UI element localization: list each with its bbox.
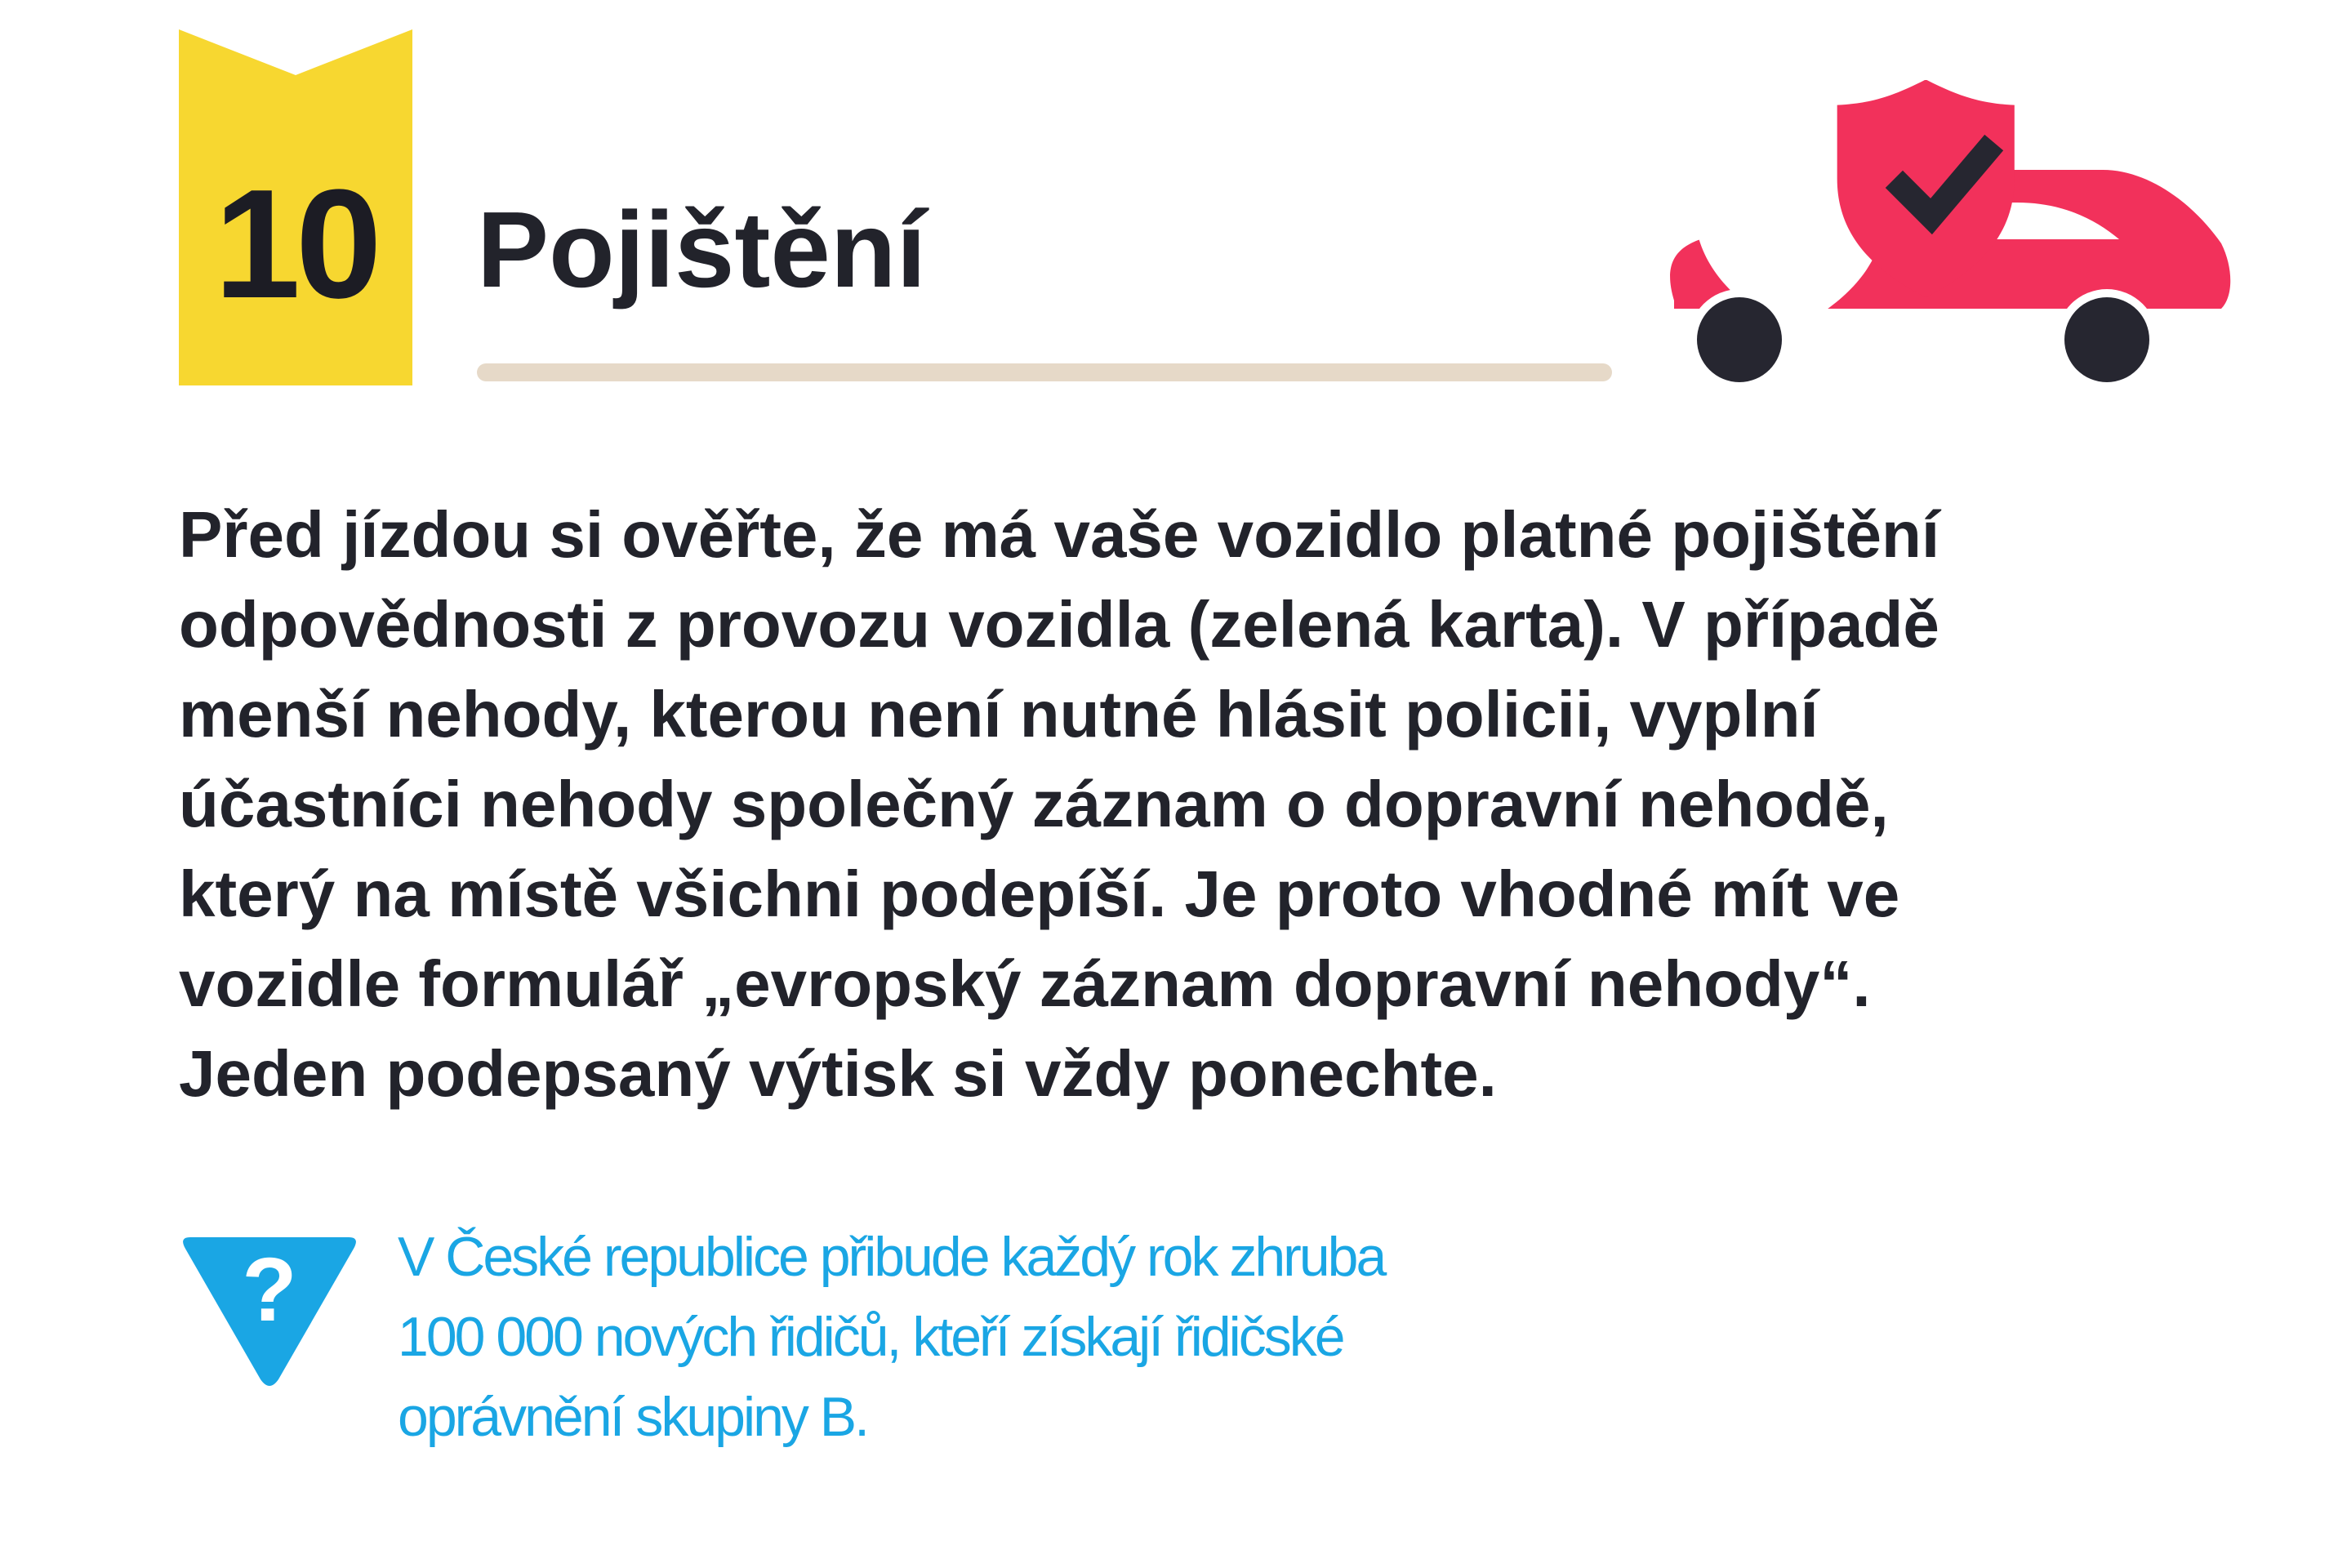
body-line: vozidle formulář „evropský záznam dopravní nehody“.: [179, 947, 1871, 1020]
body-line: účastníci nehody společný záznam o dopravní nehodě,: [179, 768, 1889, 840]
section-number: 10: [214, 158, 377, 331]
fact-line: oprávnění skupiny B.: [398, 1386, 868, 1448]
question-mark: ?: [242, 1240, 297, 1340]
question-triangle-icon: [179, 1229, 360, 1392]
fact-line: 100 000 nových řidičů, kteří získají řidičské: [398, 1306, 1343, 1368]
body-paragraph: [179, 490, 2269, 1119]
section-number-badge: [179, 29, 412, 385]
body-line: odpovědnosti z provozu vozidla (zelená karta). V případě: [179, 588, 1939, 661]
fact-line: V České republice přibude každý rok zhruba: [398, 1226, 1385, 1288]
car-insurance-shield-icon: [1650, 80, 2238, 390]
body-line: který na místě všichni podepíší. Je proto vhodné mít ve: [179, 858, 1900, 930]
body-line: menší nehody, kterou není nutné hlásit policii, vyplní: [179, 678, 1819, 751]
section-title: Pojištění: [477, 189, 927, 310]
title-underline: [477, 363, 1612, 381]
body-line: Před jízdou si ověřte, že má vaše vozidlo platné pojištění: [179, 498, 1940, 571]
info-fact: [398, 1217, 1541, 1457]
body-line: Jeden podepsaný výtisk si vždy ponechte.: [179, 1037, 1497, 1110]
